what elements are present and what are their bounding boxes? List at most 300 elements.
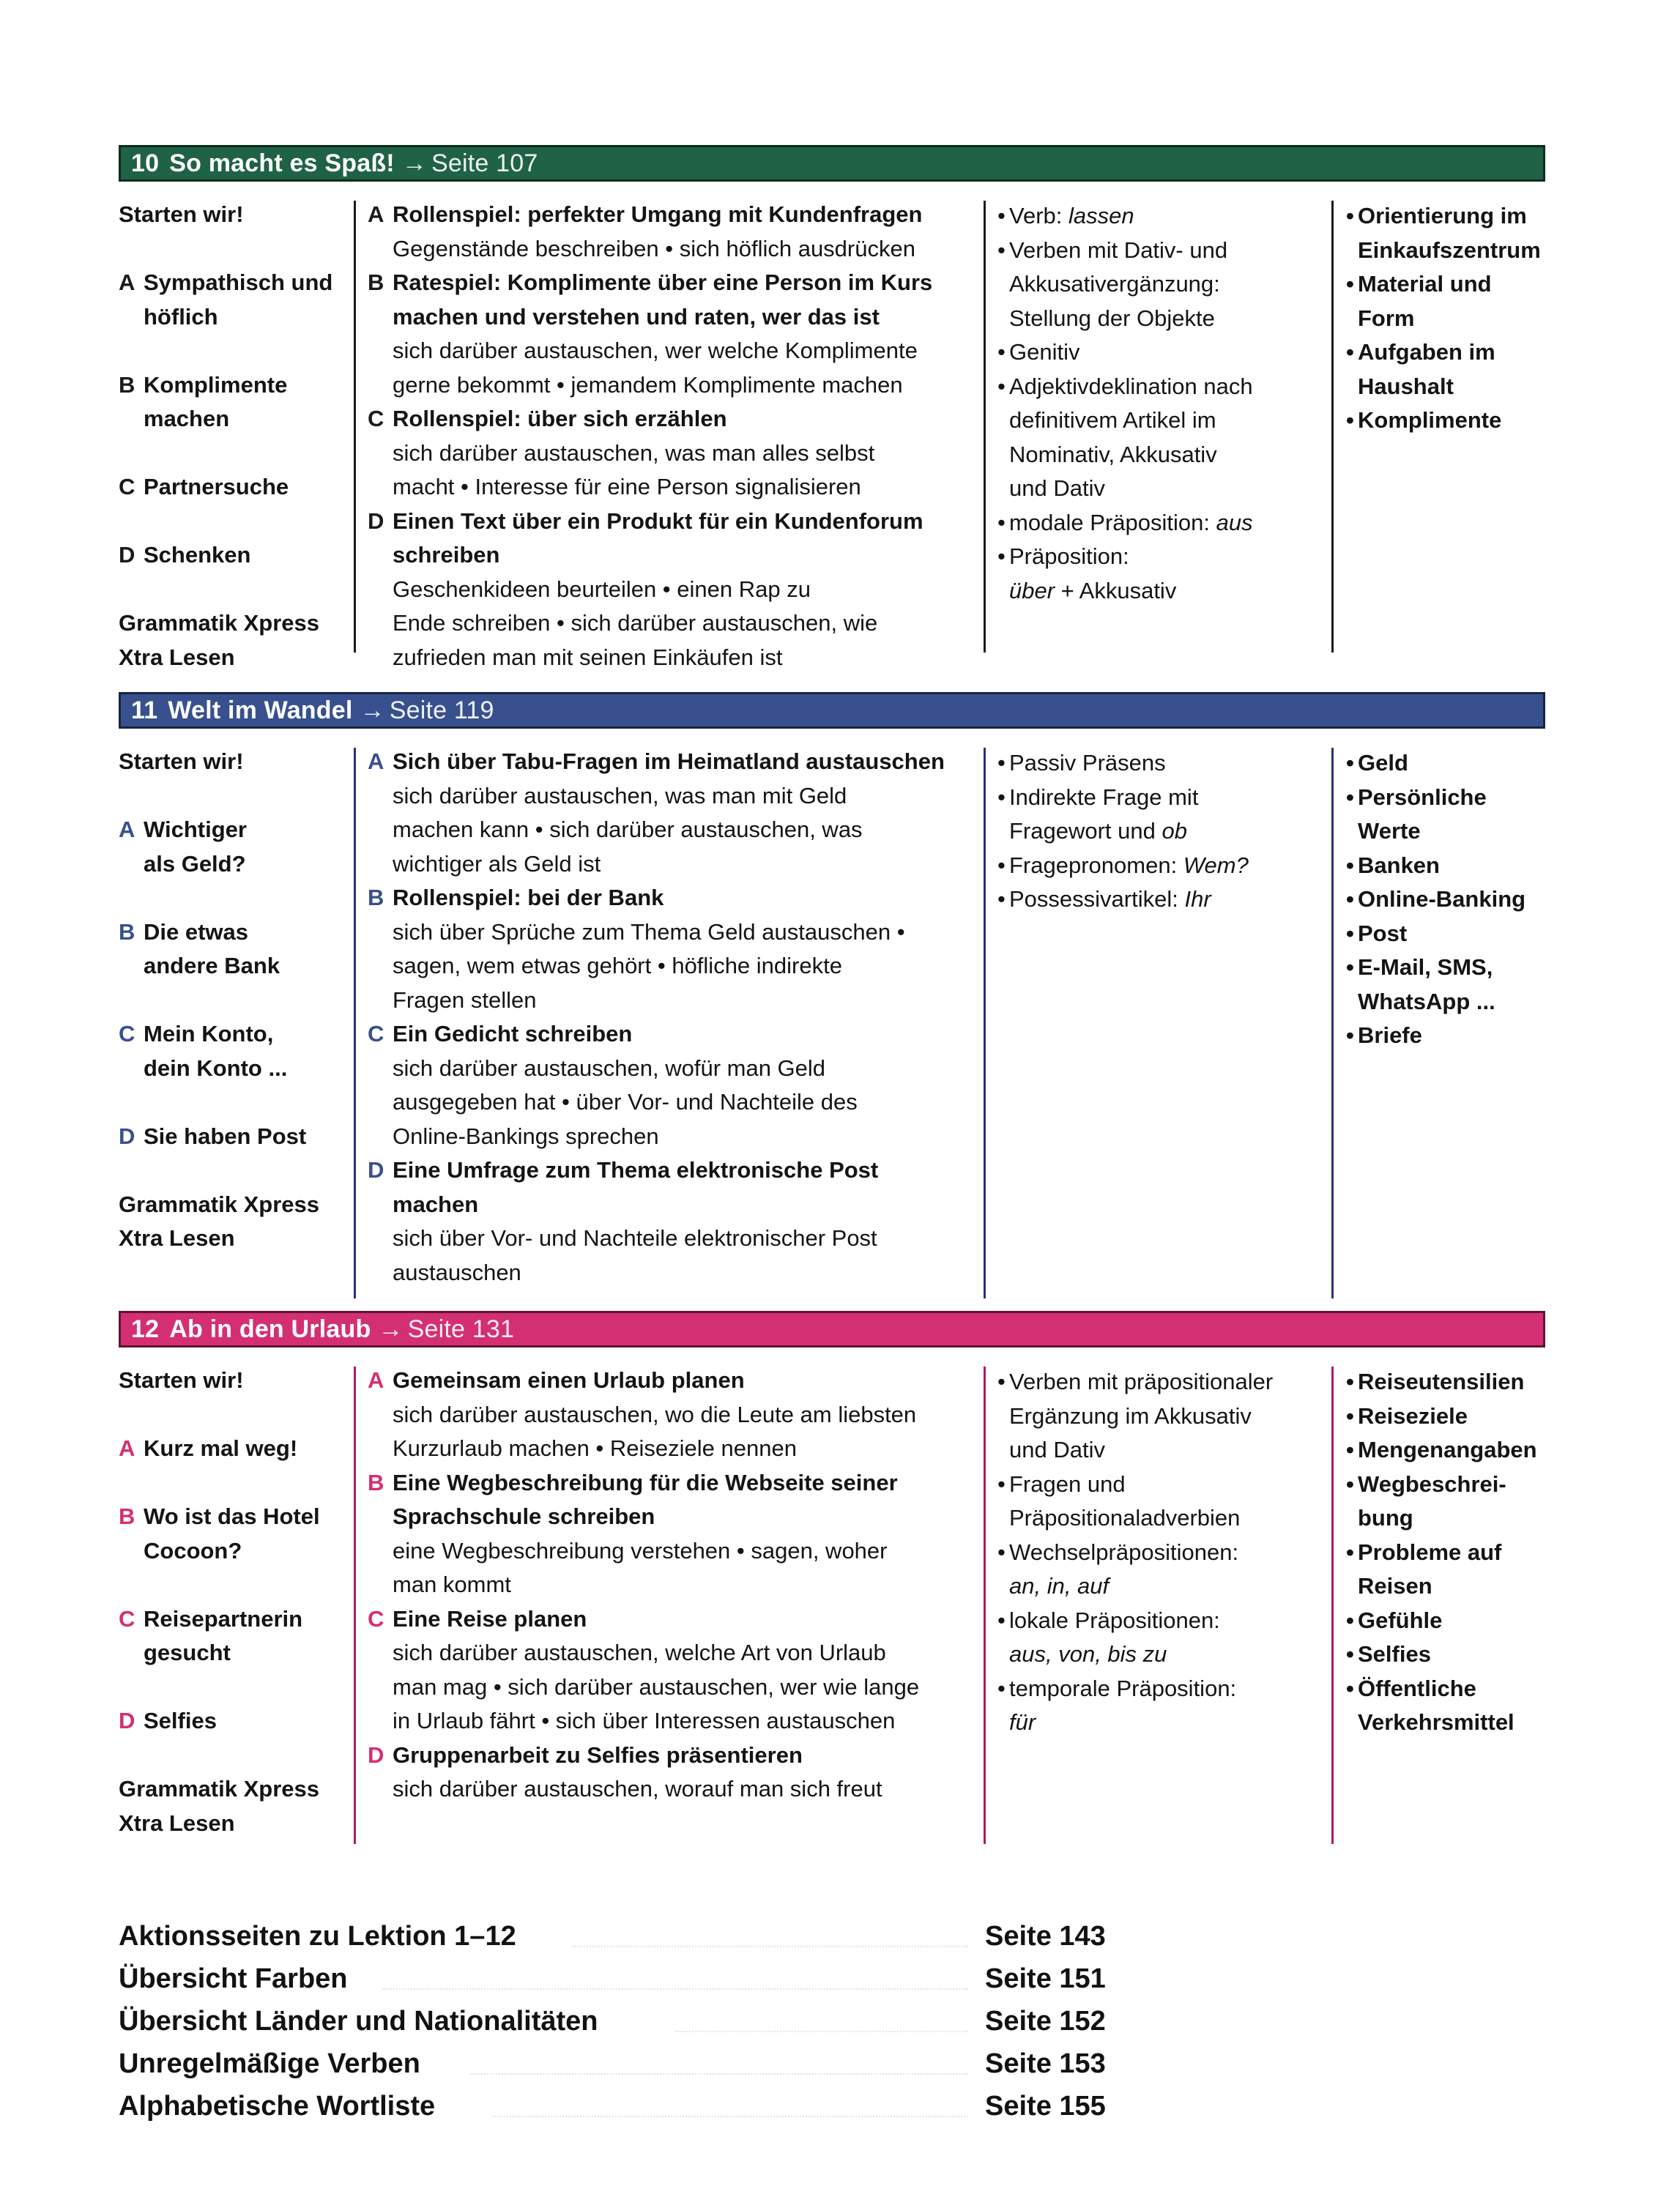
activity-block xyxy=(368,1153,997,1290)
vocabulary-item xyxy=(1346,917,1551,951)
activity-title: Ein Gedicht schreiben xyxy=(393,1021,633,1047)
spacer xyxy=(119,436,346,471)
spacer xyxy=(119,334,346,368)
grammar-text: definitivem Artikel im xyxy=(1009,407,1216,433)
arrow-right-icon: → xyxy=(360,696,385,724)
spacer xyxy=(119,881,346,915)
activity-title: Ratespiel: Komplimente über eine Person im Kurs xyxy=(393,269,933,295)
activity-letter: B xyxy=(368,1469,384,1495)
chapter-part[interactable] xyxy=(119,1364,346,1398)
activity-block xyxy=(368,505,997,675)
leader-dots xyxy=(470,2073,968,2075)
section-header[interactable] xyxy=(119,692,1545,729)
activity-block xyxy=(368,1364,997,1466)
grammar-line xyxy=(1009,1501,1342,1536)
vocabulary-item xyxy=(1346,1604,1551,1638)
appendix-row[interactable] xyxy=(119,1915,1107,1958)
vocabulary-line: Verkehrsmittel xyxy=(1358,1709,1514,1735)
activity-description: wichtiger als Geld ist xyxy=(393,850,601,877)
grammar-text: lokale Präpositionen: xyxy=(1009,1607,1220,1633)
grammar-line xyxy=(1009,472,1342,506)
chapter-part[interactable] xyxy=(119,606,346,674)
part-title-line: andere Bank xyxy=(144,953,280,978)
grammar-item xyxy=(997,781,1342,849)
grammar-line xyxy=(1009,1536,1342,1570)
vocabulary-line: • Mengenangaben xyxy=(1358,1437,1537,1462)
grammar-line xyxy=(1009,1365,1342,1399)
spacer xyxy=(119,1398,346,1432)
part-title-line: Cocoon? xyxy=(144,1537,242,1564)
vocabulary-line: • Reiseziele xyxy=(1358,1402,1468,1429)
part-letter: D xyxy=(119,542,135,568)
lesson-page-link[interactable]: Seite 131 xyxy=(407,1315,515,1343)
activity-description: sich über Vor- und Nachteile elektronischer Post xyxy=(393,1225,877,1251)
grammar-item xyxy=(997,882,1342,917)
chapter-part[interactable] xyxy=(119,1120,346,1154)
activity-description: Gegenstände beschreiben • sich höflich ausdrücken xyxy=(393,235,915,261)
grammar-text: Stellung der Objekte xyxy=(1009,305,1215,331)
activity-description: sich darüber austauschen, wer welche Komplimente xyxy=(393,338,918,363)
activity-title: Sich über Tabu-Fragen im Heimatland austauschen xyxy=(393,748,945,774)
activity-title: Gruppenarbeit zu Selfies präsentieren xyxy=(393,1741,803,1768)
grammar-item xyxy=(997,1672,1342,1740)
grammar-item xyxy=(997,1365,1342,1468)
grammar-line xyxy=(1009,234,1342,268)
lesson-number: 11 xyxy=(131,696,158,724)
activity-block xyxy=(368,1602,997,1739)
spacer xyxy=(119,1568,346,1602)
part-title-line: Sie haben Post xyxy=(144,1123,307,1149)
chapter-part[interactable] xyxy=(119,1188,346,1256)
activity-block xyxy=(368,1466,997,1602)
chapter-part[interactable] xyxy=(119,1772,346,1840)
part-title-line: höflich xyxy=(144,303,218,330)
grammar-line xyxy=(1009,781,1342,815)
appendix-page: Seite 152 xyxy=(985,2006,1106,2037)
activity-letter: D xyxy=(368,1157,384,1183)
grammar-text: Possessivartikel: xyxy=(1009,886,1185,912)
activities-column xyxy=(368,198,997,674)
grammar-line xyxy=(1009,1569,1342,1604)
vocabulary-item xyxy=(1346,951,1551,1019)
grammar-term: über xyxy=(1009,577,1055,603)
chapter-part[interactable] xyxy=(119,745,346,779)
lesson-section-10 xyxy=(119,145,1545,670)
lesson-title: Ab in den Urlaub xyxy=(169,1315,371,1343)
grammar-item xyxy=(997,746,1342,781)
grammar-text: temporale Präposition: xyxy=(1009,1675,1237,1701)
chapter-part[interactable] xyxy=(119,915,346,984)
grammar-term: Ihr xyxy=(1184,886,1211,912)
spacer xyxy=(119,232,346,267)
vocabulary-line: • Gefühle xyxy=(1358,1607,1443,1633)
activity-description: sich darüber austauschen, wofür man Geld xyxy=(393,1055,826,1081)
chapter-part[interactable] xyxy=(119,1432,346,1466)
grammar-column xyxy=(997,199,1342,608)
chapter-part[interactable] xyxy=(119,1017,346,1085)
vocabulary-line: • E-Mail, SMS, xyxy=(1358,954,1493,980)
appendix-row[interactable] xyxy=(119,2085,1107,2127)
vocabulary-item xyxy=(1346,1536,1551,1604)
chapter-part[interactable] xyxy=(119,1704,346,1739)
activity-block xyxy=(368,881,997,1017)
spacer xyxy=(119,1739,346,1773)
lesson-number: 10 xyxy=(131,149,160,177)
grammar-line xyxy=(1009,267,1342,302)
activity-letter: B xyxy=(368,269,384,295)
vocabulary-item xyxy=(1346,1672,1551,1740)
activity-title: machen und verstehen und raten, wer das ist xyxy=(393,303,880,330)
part-title-line: Die etwas xyxy=(144,918,249,945)
chapter-parts-column xyxy=(119,198,346,674)
appendix-page: Seite 153 xyxy=(985,2048,1106,2079)
chapter-part[interactable] xyxy=(119,538,346,573)
vocabulary-line: • Reiseutensilien xyxy=(1358,1369,1525,1394)
spacer xyxy=(119,505,346,539)
part-letter: C xyxy=(119,1021,135,1047)
activity-description: eine Wegbeschreibung verstehen • sagen, woher xyxy=(393,1537,888,1564)
vocabulary-line: WhatsApp ... xyxy=(1358,988,1495,1014)
grammar-line xyxy=(1009,540,1342,574)
grammar-term: aus, von, bis zu xyxy=(1009,1641,1167,1667)
activity-block xyxy=(368,198,997,266)
grammar-text: und Dativ xyxy=(1009,1437,1105,1462)
grammar-item xyxy=(997,1604,1342,1672)
activity-title: schreiben xyxy=(393,542,500,568)
part-title-line: Komplimente xyxy=(144,371,288,398)
activity-description: man mag • sich darüber austauschen, wer wie lange xyxy=(393,1673,920,1700)
activity-description: Online-Bankings sprechen xyxy=(393,1123,659,1149)
grammar-text: Genitiv xyxy=(1009,339,1080,365)
vocabulary-line: • Komplimente xyxy=(1358,407,1502,433)
grammar-line xyxy=(1009,302,1342,336)
grammar-text: Passiv Präsens xyxy=(1009,750,1166,776)
chapter-part[interactable] xyxy=(119,470,346,505)
vocabulary-line: • Orientierung im xyxy=(1358,203,1527,228)
grammar-line xyxy=(1009,1672,1342,1706)
grammar-term: ob xyxy=(1161,818,1187,844)
vocabulary-line: • Material und xyxy=(1358,271,1492,297)
vocabulary-line: Werte xyxy=(1358,818,1421,844)
activity-letter: A xyxy=(368,748,384,774)
activity-description: man kommt xyxy=(393,1572,511,1597)
part-letter: A xyxy=(119,1435,135,1461)
column-divider xyxy=(354,1367,356,1844)
vocabulary-line: • Wegbeschrei- xyxy=(1358,1471,1506,1497)
activity-block xyxy=(368,402,997,505)
activity-description: Kurzurlaub machen • Reiseziele nennen xyxy=(393,1435,797,1461)
grammar-item xyxy=(997,1468,1342,1536)
part-letter: A xyxy=(119,817,135,842)
activity-title: Eine Wegbeschreibung für die Webseite seiner xyxy=(393,1469,898,1495)
part-title-line: Grammatik Xpress xyxy=(119,1776,319,1802)
activity-title: Eine Reise planen xyxy=(393,1605,587,1632)
appendix-page: Seite 143 xyxy=(985,1921,1106,1952)
appendix-page: Seite 151 xyxy=(985,1963,1106,1994)
grammar-text: Nominativ, Akkusativ xyxy=(1009,441,1217,467)
grammar-item xyxy=(997,335,1342,370)
part-letter: B xyxy=(119,371,135,398)
part-letter: C xyxy=(119,474,135,499)
activity-letter: A xyxy=(368,201,384,227)
lesson-section-11 xyxy=(119,692,1545,1307)
grammar-line xyxy=(1009,882,1342,917)
activity-description: sich darüber austauschen, wo die Leute am liebsten xyxy=(393,1401,917,1427)
appendix-label: Übersicht Länder und Nationalitäten xyxy=(119,2006,598,2037)
activity-title: Rollenspiel: perfekter Umgang mit Kundenfragen xyxy=(393,201,923,227)
activity-block xyxy=(368,1017,997,1153)
leader-dots xyxy=(675,2031,968,2032)
spacer xyxy=(119,1466,346,1501)
part-title-line: dein Konto ... xyxy=(144,1055,288,1081)
grammar-line xyxy=(1009,1399,1342,1434)
part-letter: A xyxy=(119,269,135,295)
grammar-line xyxy=(1009,574,1342,609)
grammar-item xyxy=(997,506,1342,540)
grammar-line xyxy=(1009,506,1342,540)
grammar-text: Fragewort und xyxy=(1009,818,1162,844)
grammar-text: Fragen und xyxy=(1009,1471,1126,1497)
grammar-text: und Dativ xyxy=(1009,475,1105,501)
appendix-row[interactable] xyxy=(119,2042,1107,2085)
vocabulary-line: • Aufgaben im xyxy=(1358,339,1495,365)
spacer xyxy=(119,573,346,607)
grammar-column xyxy=(997,746,1342,917)
vocabulary-line: • Banken xyxy=(1358,852,1440,878)
vocabulary-line: • Selfies xyxy=(1358,1641,1431,1667)
chapter-part[interactable] xyxy=(119,266,346,334)
part-title-line: gesucht xyxy=(144,1640,231,1665)
grammar-term: Wem? xyxy=(1183,852,1249,878)
column-divider xyxy=(1331,201,1334,653)
grammar-line xyxy=(1009,199,1342,234)
part-title-line: Mein Konto, xyxy=(144,1021,274,1047)
grammar-term: aus xyxy=(1216,509,1253,535)
part-title-line: Grammatik Xpress xyxy=(119,1191,319,1217)
section-header[interactable] xyxy=(119,145,1545,182)
chapter-parts-column xyxy=(119,1364,346,1840)
grammar-term: lassen xyxy=(1068,203,1134,228)
appendix-label: Alphabetische Wortliste xyxy=(119,2091,436,2122)
section-body xyxy=(119,729,1545,1307)
vocabulary-line: Form xyxy=(1358,305,1415,331)
part-title-line: Selfies xyxy=(144,1708,217,1733)
vocabulary-item xyxy=(1346,1433,1551,1468)
activity-description: macht • Interesse für eine Person signalisieren xyxy=(393,474,861,499)
vocabulary-item xyxy=(1346,404,1551,438)
spacer xyxy=(119,1153,346,1188)
column-divider xyxy=(984,748,986,1298)
chapter-part[interactable] xyxy=(119,813,346,881)
grammar-line xyxy=(1009,1604,1342,1638)
grammar-text: Indirekte Frage mit xyxy=(1009,784,1199,810)
part-title-line: Schenken xyxy=(144,542,251,568)
grammar-text: Präpositionaladverbien xyxy=(1009,1505,1241,1531)
lesson-page-link[interactable]: Seite 107 xyxy=(431,149,538,177)
part-title-line: Starten wir! xyxy=(119,748,244,774)
column-divider xyxy=(354,201,356,653)
activity-description: austauschen xyxy=(393,1259,521,1285)
activity-description: Geschenkideen beurteilen • einen Rap zu xyxy=(393,576,811,602)
grammar-item xyxy=(997,849,1342,883)
vocabulary-line: • Post xyxy=(1358,920,1408,946)
appendix-list xyxy=(119,1915,1107,2127)
grammar-item xyxy=(997,540,1342,608)
part-letter: D xyxy=(119,1708,135,1733)
appendix-label: Unregelmäßige Verben xyxy=(119,2048,420,2079)
vocabulary-item xyxy=(1346,267,1551,335)
activities-column xyxy=(368,745,997,1290)
chapter-part[interactable] xyxy=(119,368,346,436)
activity-description: Fragen stellen xyxy=(393,986,537,1013)
grammar-item xyxy=(997,370,1342,506)
activity-description: sich darüber austauschen, welche Art von Urlaub xyxy=(393,1640,886,1665)
grammar-text: Verben mit präpositionaler xyxy=(1009,1369,1274,1394)
grammar-text: Akkusativergänzung: xyxy=(1009,271,1220,297)
part-title-line: Starten wir! xyxy=(119,201,244,227)
activity-title: Eine Umfrage zum Thema elektronische Post xyxy=(393,1157,879,1183)
activity-description: ausgegeben hat • über Vor- und Nachteile des xyxy=(393,1089,858,1115)
vocabulary-line: • Geld xyxy=(1358,750,1408,776)
grammar-term: an, in, auf xyxy=(1009,1573,1110,1599)
spacer xyxy=(119,984,346,1018)
activity-letter: D xyxy=(368,1741,384,1768)
part-title-line: Wo ist das Hotel xyxy=(144,1503,320,1529)
activity-block xyxy=(368,1739,997,1807)
grammar-text: Adjektivdeklination nach xyxy=(1009,373,1253,399)
grammar-text: Fragepronomen: xyxy=(1009,852,1183,878)
grammar-line xyxy=(1009,370,1342,404)
grammar-text: Wechselpräpositionen: xyxy=(1009,1539,1239,1565)
column-divider xyxy=(1331,748,1334,1298)
vocabulary-column xyxy=(1346,199,1551,438)
appendix-label: Übersicht Farben xyxy=(119,1963,348,1994)
grammar-text: Verb: xyxy=(1009,203,1068,228)
activity-block xyxy=(368,745,997,881)
lesson-page-link[interactable]: Seite 119 xyxy=(389,696,494,724)
chapter-part[interactable] xyxy=(119,1500,346,1568)
appendix-row[interactable] xyxy=(119,1958,1107,2000)
vocabulary-line: • Probleme auf xyxy=(1358,1539,1502,1565)
activities-column xyxy=(368,1364,997,1807)
activity-title: Rollenspiel: über sich erzählen xyxy=(393,406,727,431)
vocabulary-line: Haushalt xyxy=(1358,373,1454,399)
vocabulary-item xyxy=(1346,199,1551,267)
part-title-line: Xtra Lesen xyxy=(119,1225,235,1251)
part-title-line: Kurz mal weg! xyxy=(144,1435,298,1461)
vocabulary-line: Reisen xyxy=(1358,1573,1432,1599)
vocabulary-column xyxy=(1346,746,1551,1053)
lesson-title: Welt im Wandel xyxy=(168,696,353,724)
vocabulary-column xyxy=(1346,1365,1551,1740)
grammar-line xyxy=(1009,849,1342,883)
chapter-part[interactable] xyxy=(119,1602,346,1670)
leader-dots xyxy=(492,2116,968,2117)
section-header[interactable] xyxy=(119,1311,1545,1347)
activity-letter: C xyxy=(368,1021,384,1047)
part-letter: B xyxy=(119,918,135,945)
activity-block xyxy=(368,266,997,402)
grammar-item xyxy=(997,1536,1342,1604)
vocabulary-item xyxy=(1346,849,1551,883)
activity-description: sich darüber austauschen, was man alles selbst xyxy=(393,439,875,466)
vocabulary-line: • Online-Banking xyxy=(1358,886,1526,912)
vocabulary-line: bung xyxy=(1358,1505,1413,1531)
arrow-right-icon: → xyxy=(401,149,428,177)
grammar-line xyxy=(1009,814,1342,849)
part-title-line: als Geld? xyxy=(144,850,246,877)
vocabulary-line: Einkaufszentrum xyxy=(1358,237,1541,263)
grammar-text: Verben mit Dativ- und xyxy=(1009,237,1228,263)
appendix-label: Aktionsseiten zu Lektion 1–12 xyxy=(119,1921,516,1952)
spacer xyxy=(119,1670,346,1705)
vocabulary-line: • Briefe xyxy=(1358,1022,1422,1048)
part-letter: D xyxy=(119,1123,135,1149)
part-title-line: Partnersuche xyxy=(144,474,289,499)
vocabulary-line: • Persönliche xyxy=(1358,784,1487,810)
grammar-line xyxy=(1009,438,1342,472)
grammar-line xyxy=(1009,746,1342,781)
vocabulary-item xyxy=(1346,335,1551,404)
lesson-number: 12 xyxy=(131,1315,160,1343)
part-title-line: Xtra Lesen xyxy=(119,644,235,670)
spacer xyxy=(119,779,346,814)
vocabulary-item xyxy=(1346,1365,1551,1399)
lesson-title: So macht es Spaß! xyxy=(169,149,395,177)
activity-title: Sprachschule schreiben xyxy=(393,1503,655,1529)
activity-letter: D xyxy=(368,508,384,534)
grammar-text: Präposition: xyxy=(1009,543,1129,569)
part-title-line: Grammatik Xpress xyxy=(119,610,319,636)
grammar-item xyxy=(997,199,1342,234)
column-divider xyxy=(984,1367,986,1844)
part-letter: C xyxy=(119,1605,135,1632)
activity-description: sich darüber austauschen, was man mit Geld xyxy=(393,782,847,808)
grammar-line xyxy=(1009,404,1342,438)
grammar-line xyxy=(1009,335,1342,370)
part-letter: B xyxy=(119,1503,135,1529)
column-divider xyxy=(984,201,986,653)
leader-dots xyxy=(382,1988,968,1990)
chapter-part[interactable] xyxy=(119,198,346,232)
arrow-right-icon: → xyxy=(378,1315,404,1343)
vocabulary-item xyxy=(1346,746,1551,781)
lesson-section-12 xyxy=(119,1311,1545,1853)
grammar-text: + Akkusativ xyxy=(1055,577,1177,603)
spacer xyxy=(119,1085,346,1120)
grammar-term: für xyxy=(1009,1709,1036,1735)
grammar-text: modale Präposition: xyxy=(1009,509,1216,535)
vocabulary-item xyxy=(1346,1468,1551,1536)
grammar-line xyxy=(1009,1433,1342,1468)
grammar-line xyxy=(1009,1468,1342,1502)
activity-title: Gemeinsam einen Urlaub planen xyxy=(393,1367,745,1393)
section-body xyxy=(119,1347,1545,1853)
part-title-line: machen xyxy=(144,406,230,431)
activity-letter: C xyxy=(368,1605,384,1632)
activity-letter: C xyxy=(368,406,384,431)
appendix-page: Seite 155 xyxy=(985,2091,1106,2122)
grammar-column xyxy=(997,1365,1342,1740)
appendix-row[interactable] xyxy=(119,2000,1107,2042)
part-title-line: Starten wir! xyxy=(119,1367,244,1393)
activity-letter: B xyxy=(368,885,384,910)
grammar-item xyxy=(997,234,1342,336)
part-title-line: Xtra Lesen xyxy=(119,1810,235,1836)
column-divider xyxy=(354,748,356,1298)
grammar-text: Ergänzung im Akkusativ xyxy=(1009,1402,1252,1429)
part-title-line: Wichtiger xyxy=(144,817,247,842)
